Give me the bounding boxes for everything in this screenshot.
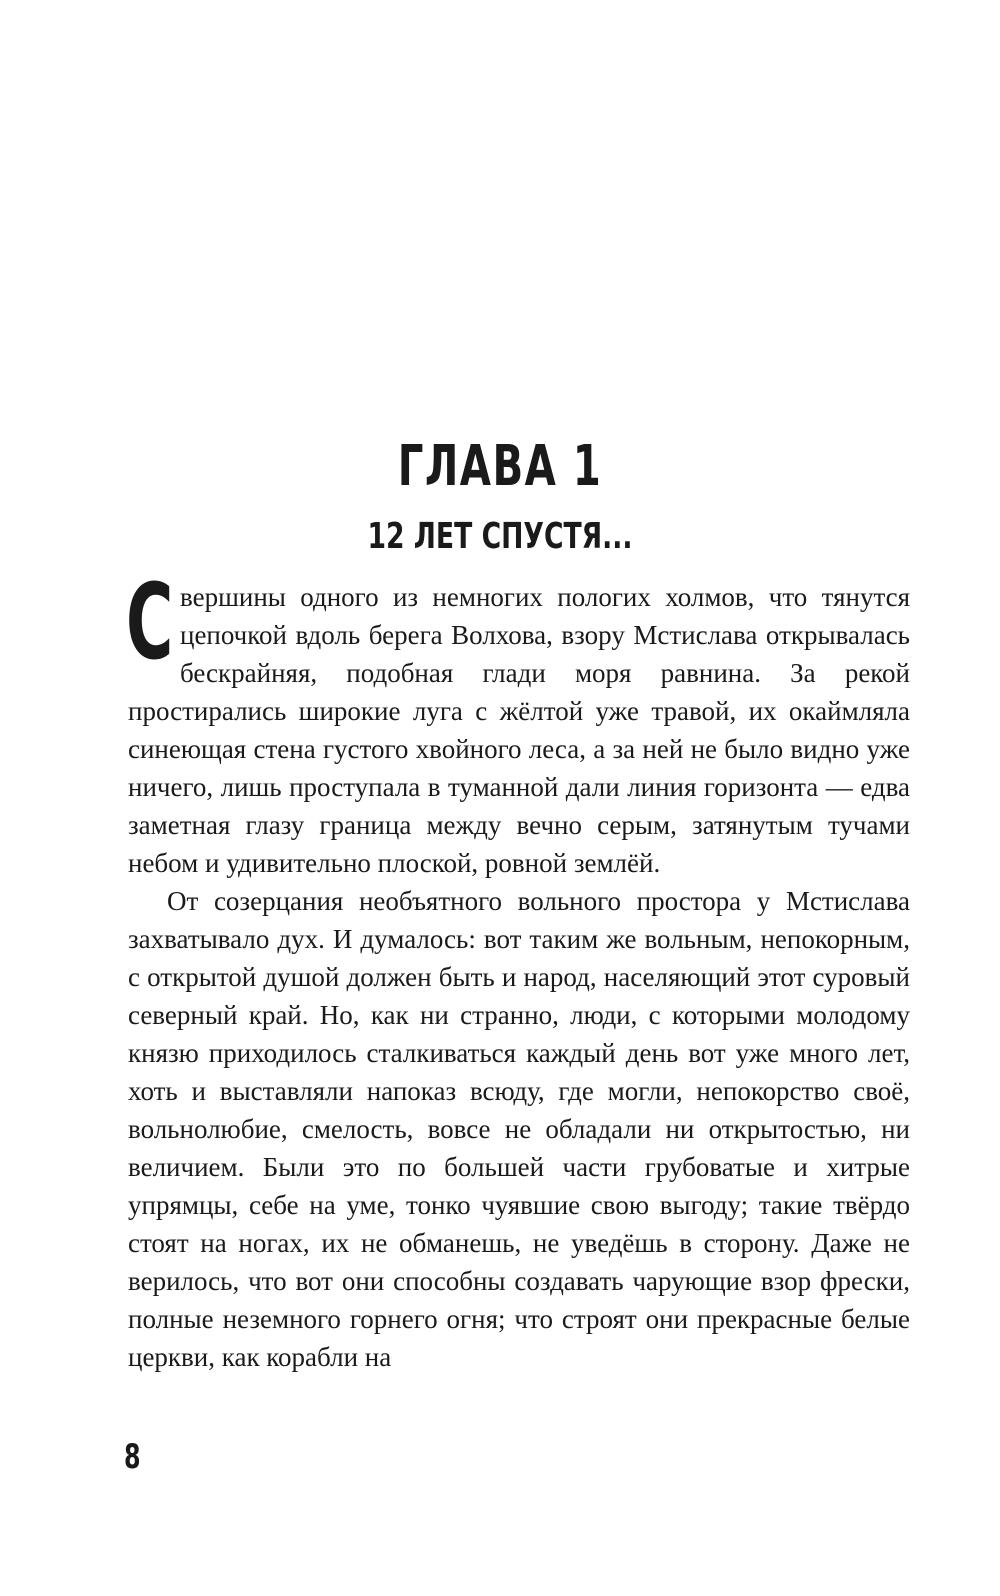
paragraph-1 [126, 561, 910, 882]
drop-cap: С [126, 561, 174, 683]
chapter-subtitle: 12 ЛЕТ СПУСТЯ... [367, 516, 633, 557]
chapter-title: ГЛАВА 1 [397, 434, 603, 499]
chapter-body [126, 561, 910, 1376]
paragraph-1-text: вершины одного из немногих пологих холмов, что тянутся цепочкой вдоль берега Волхова, взору Мстислава открывалась бескрайняя, подобная глади моря равнина. За рекой простирались широкие луга с жёлтой уже травой, их окаймляла синеющая стена густого хвойного леса, а за ней не было видно уже ничего, лишь проступала в туманной дали линия горизонта — едва заметная глазу граница между вечно серым, затянутым тучами небом и удивительно плоской, ровной землёй. [128, 582, 910, 878]
paragraph-2: От созерцания необъятного вольного простора у Мстислава захватывало дух. И думалось: вот таким же вольным, непокорным, с открытой душой должен быть и народ, населяющий этот суровый северный край. Но, как ни странно, люди, с которыми молодому князю приходилось сталкиваться каждый день вот уже много лет, хоть и выставляли напоказ всюду, где могли, непокорство своё, вольнолюбие, смелость, вовсе не обладали ни открытостью, ни величием. Были это по большей части грубоватые и хитрые упрямцы, себе на уме, тонко чуявшие свою выгоду; такие твёрдо стоят на ногах, их не обманешь, не уведёшь в сторону. Даже не верилось, что вот они способны создавать чарующие взор фрески, полные неземного горнего огня; что строят они прекрасные белые церкви, как корабли на [128, 886, 910, 1372]
page-number: 8 [124, 1437, 141, 1477]
